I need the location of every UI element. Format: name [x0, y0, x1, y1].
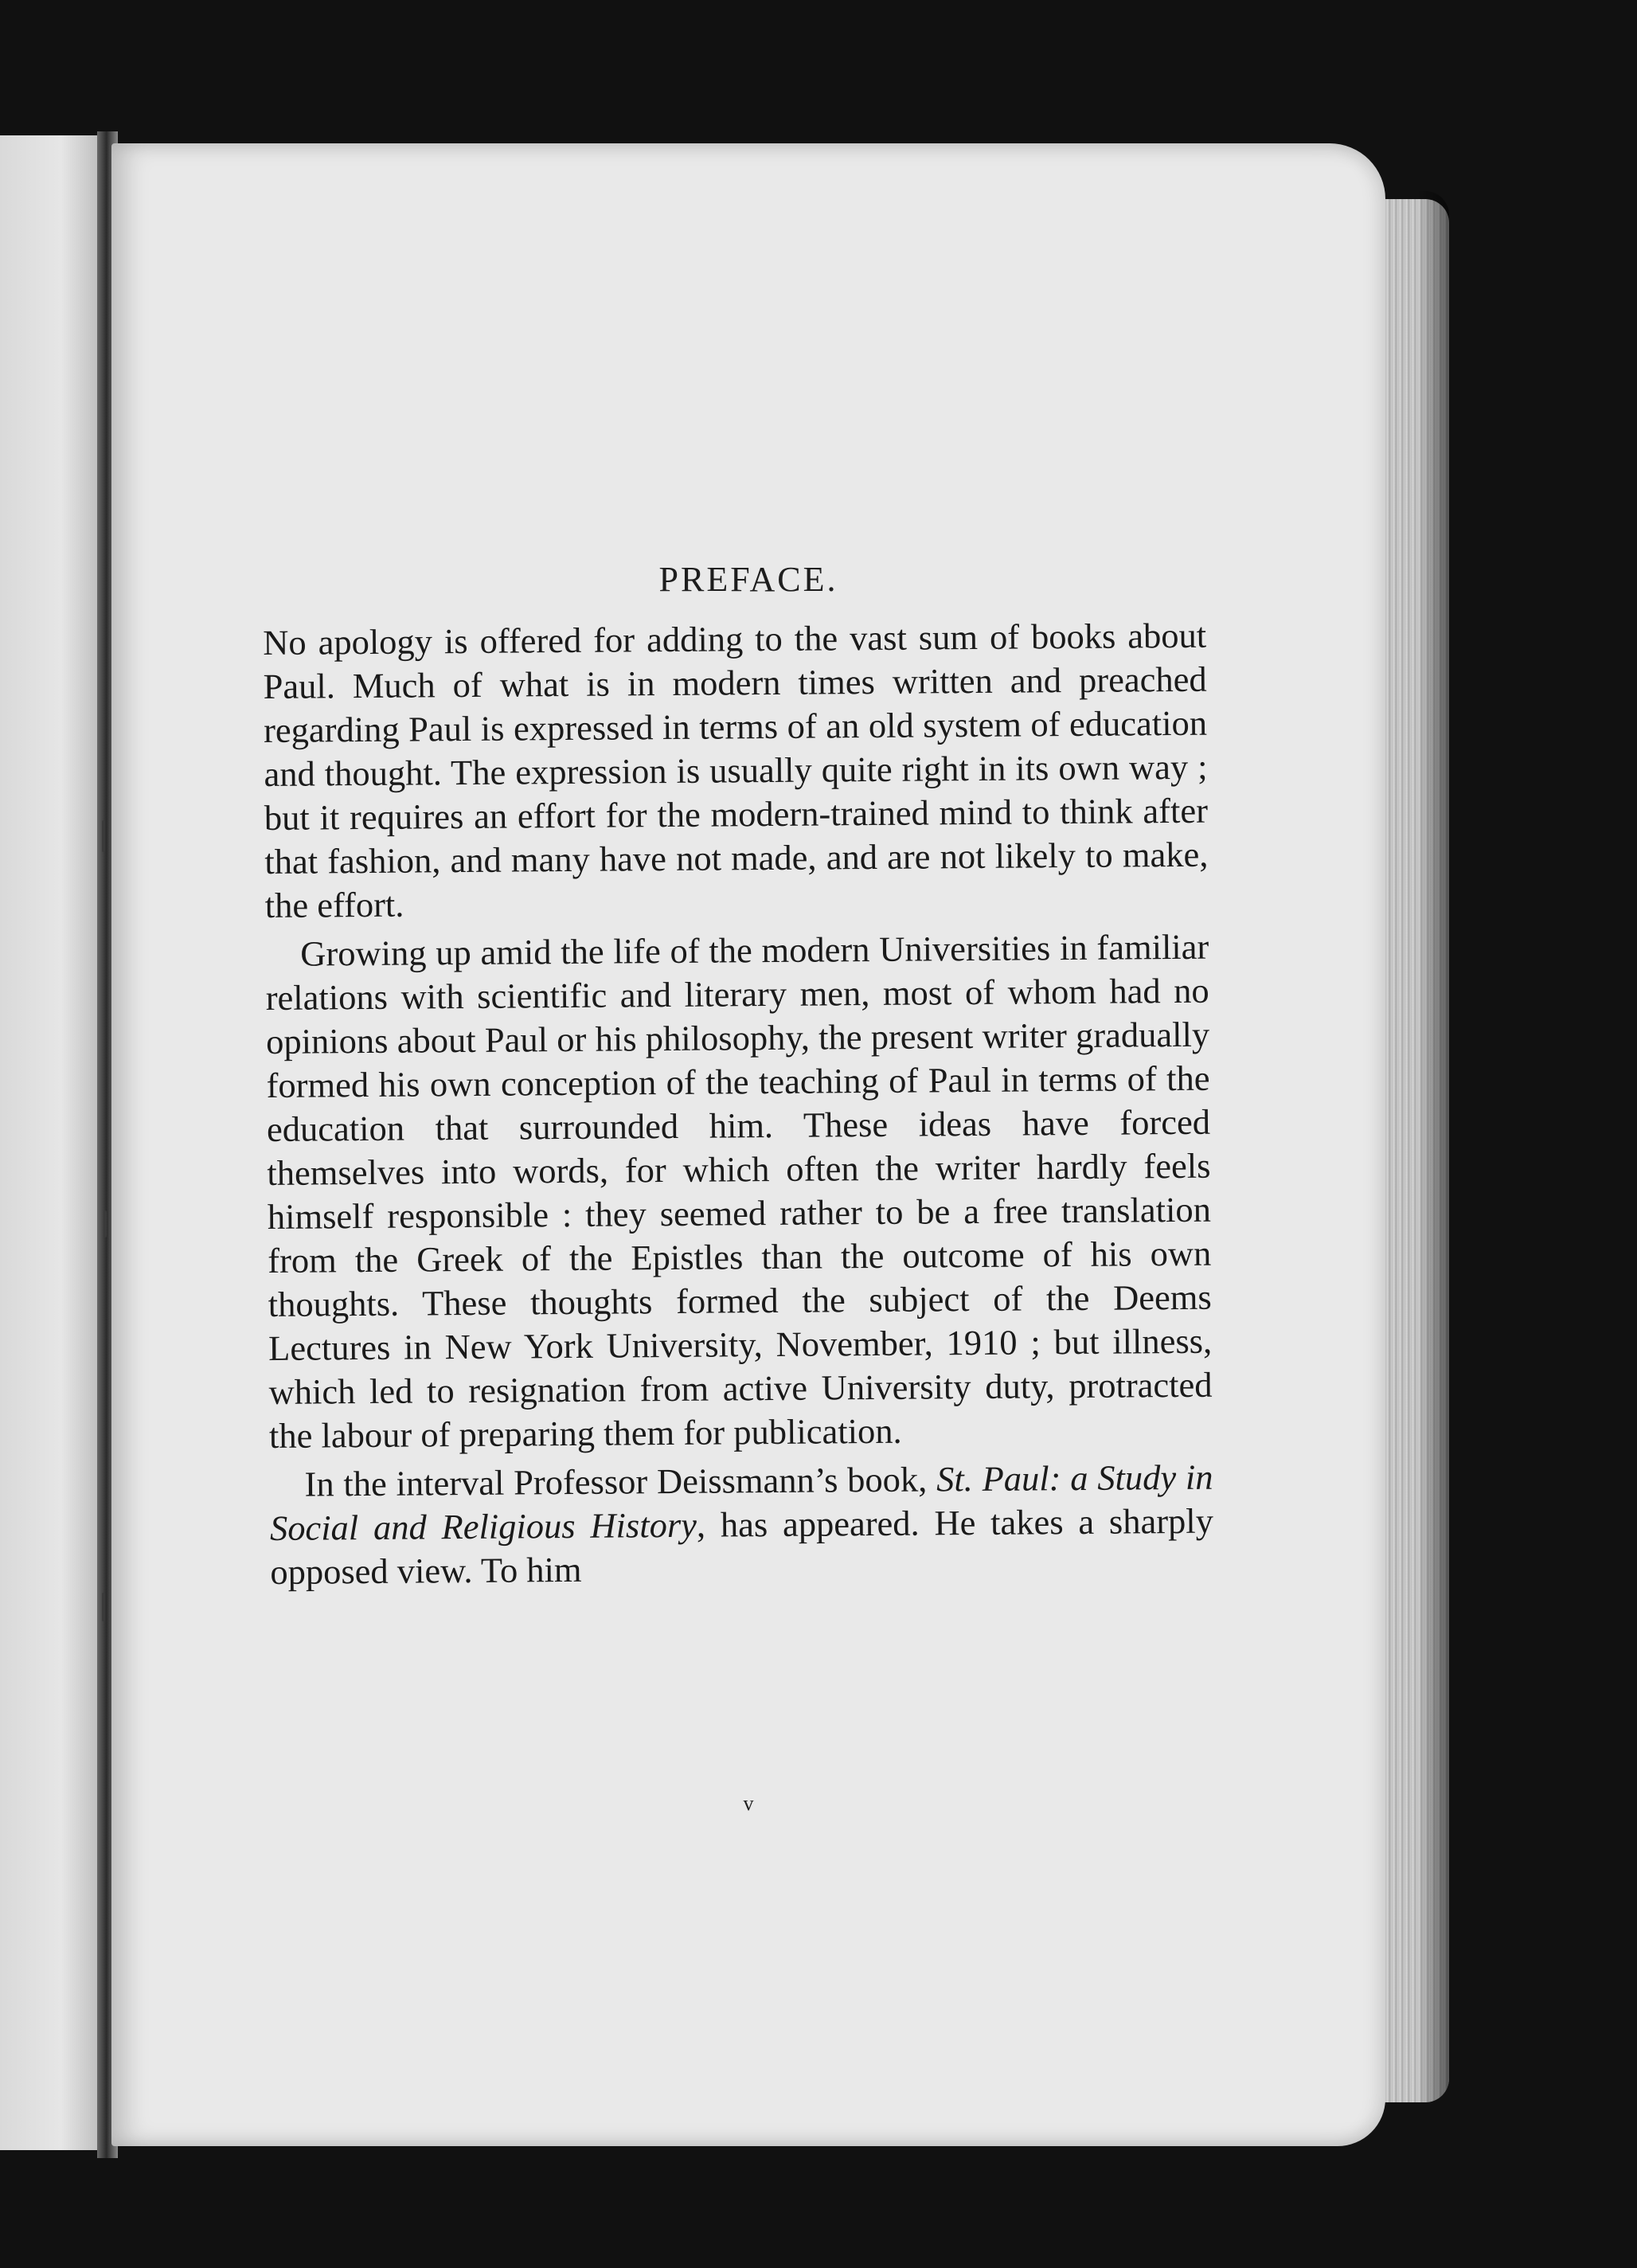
page-heading: PREFACE. — [658, 560, 838, 599]
paragraph-1 — [263, 614, 1209, 928]
body-text — [263, 614, 1214, 1594]
margin-speck — [102, 1593, 105, 1621]
margin-speck — [104, 1210, 107, 1238]
page-edge-shadow — [1417, 191, 1449, 2102]
paragraph-text: , has appeared. He takes a sharply opposed view. To him — [270, 1500, 1214, 1592]
book-page — [111, 143, 1385, 2146]
paragraph-text: In the interval Professor Deissmann’s book, — [304, 1459, 937, 1504]
paragraph-text: Growing up amid the life of the modern Universities in familiar relations with scientific and literary men, most of whom had no opinions about Paul or his philosophy, the present writer gradually formed his own conception of the teaching of Paul in terms of the education that surrounded him. These ideas have forced themselves into words, for which often the writer hardly feels himself responsible : they seemed rather to be a free translation from the Greek of the Epistles than the outcome of his own thoughts. These thoughts formed the subject of the Deems Lectures in New York University, November, 1910 ; but illness, which led to resignation from active University duty, protracted the labour of preparing them for publication. — [265, 926, 1213, 1456]
margin-speck — [102, 820, 105, 852]
page-number: v — [743, 1792, 754, 1815]
italic-book-title: St. Paul: a Study in Social and Religious History — [269, 1457, 1213, 1548]
paragraph-3 — [269, 1456, 1213, 1594]
paragraph-2 — [265, 925, 1213, 1458]
previous-page-edge — [0, 135, 102, 2150]
paragraph-text: No apology is offered for adding to the vast sum of books about Paul. Much of what is in modern times written and preached regarding Paul is expressed in terms of an old system of education and thought. The expression is usually quite right in its own way ; but it requires an effort for the modern-trained mind to think after that fashion, and many have not made, and are not likely to make, the effort. — [263, 615, 1209, 925]
